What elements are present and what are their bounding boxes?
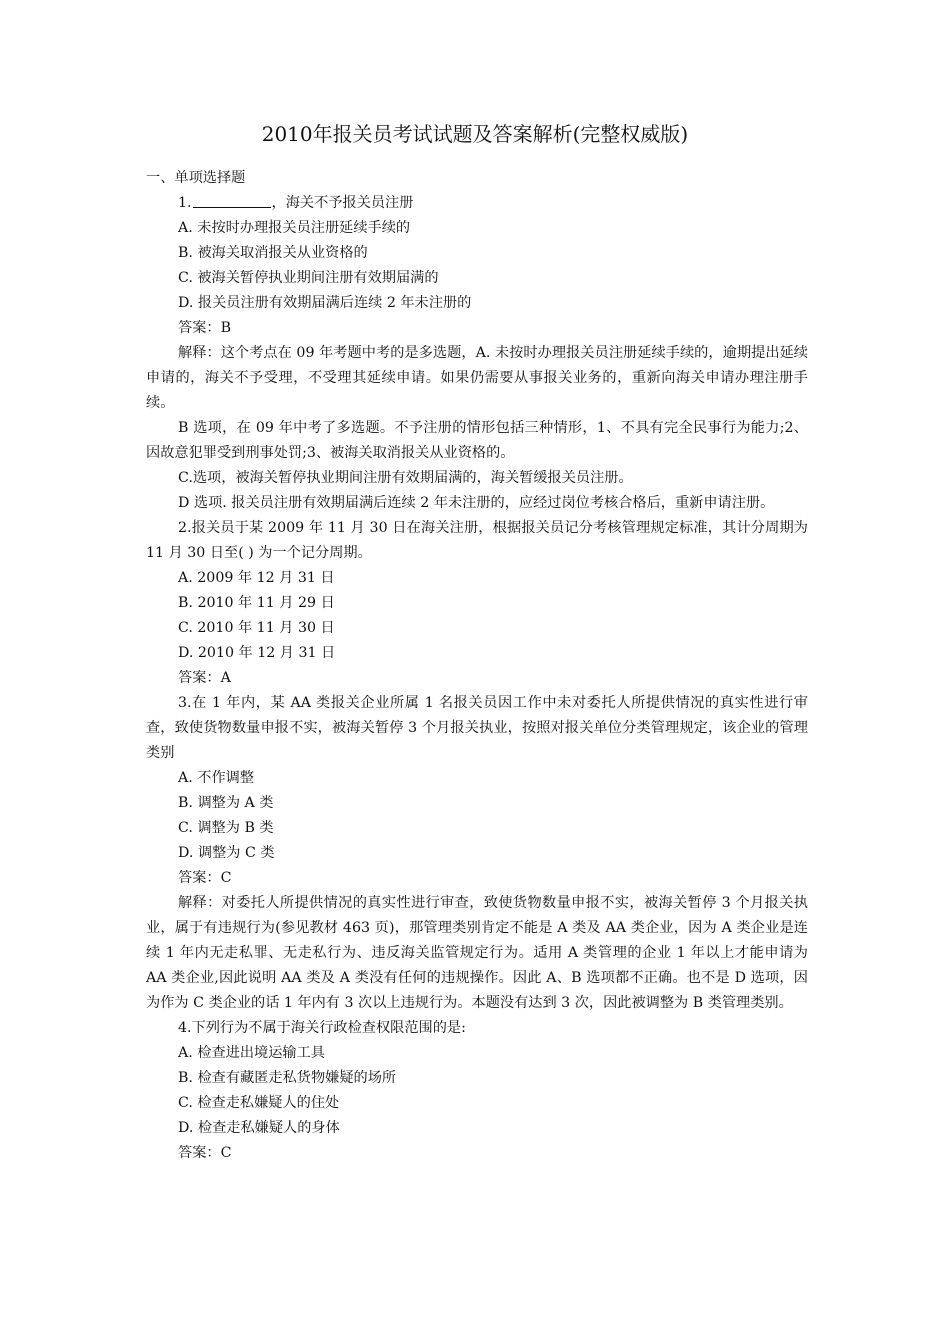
section-heading: 一、单项选择题 [146, 170, 246, 186]
question-1-option-c: C. 被海关暂停执业期间注册有效期届满的 [178, 270, 439, 286]
question-1-stem [146, 191, 808, 216]
question-3-option-b: B. 调整为 A 类 [178, 795, 274, 811]
question-1-text: ，海关不予报关员注册 [271, 195, 414, 211]
question-1-answer: 答案：B [178, 320, 231, 336]
question-4-option-b: B. 检查有藏匿走私货物嫌疑的场所 [178, 1070, 397, 1086]
document-body [146, 166, 808, 1166]
question-3-stem: 3.在 1 年内，某 AA 类报关企业所属 1 名报关员因工作中未对委托人所提供情况的真实性进行审查，致使货物数量申报不实，被海关暂停 3 个月报关执业，按照对报关单位分类管理规定，该企业的管理类别 [146, 695, 808, 761]
question-3-option-c: C. 调整为 B 类 [178, 820, 274, 836]
question-2-option-c: C. 2010 年 11 月 30 日 [178, 620, 335, 636]
answer-blank [193, 192, 271, 208]
question-3-option-a: A. 不作调整 [178, 770, 255, 786]
question-2-option-d: D. 2010 年 12 月 31 日 [178, 645, 336, 661]
question-2-stem: 2.报关员于某 2009 年 11 月 30 日在海关注册，根据报关员记分考核管理规定标准，其计分周期为 11 月 30 日至( ) 为一个记分周期。 [146, 520, 808, 561]
document-title: 2010年报关员考试试题及答案解析(完整权威版) [261, 122, 689, 146]
question-1-option-b: B. 被海关取消报关从业资格的 [178, 245, 368, 261]
question-4-stem: 4.下列行为不属于海关行政检查权限范围的是: [178, 1020, 466, 1036]
question-1-number: 1. [178, 195, 192, 211]
question-3-explanation: 解释：对委托人所提供情况的真实性进行审查，致使货物数量申报不实，被海关暂停 3 个月报关执业，属于有违规行为(参见教材 463 页)，那管理类别肯定不能是 A 类及 AA 类企业，因为 A 类企业是连续 1 年内无走私罪、无走私行为、违反海关监管规定行为。适用 A 类管理的企业 1 年以上才能申请为 AA 类企业,因此说明 AA 类及 A 类没有任何的违规操作。因此 A、B 选项都不正确。也不是 D 选项，因为作为 C 类企业的话 1 年内有 3 次以上违规行为。本题没有达到 3 次，因此被调整为 B 类管理类别。 [146, 895, 808, 1011]
question-1-explanation-2: B 选项，在 09 年中考了多选题。不予注册的情形包括三种情形，1、不具有完全民事行为能力;2、因故意犯罪受到刑事处罚;3、被海关取消报关从业资格的。 [146, 420, 808, 461]
question-4-option-c: C. 检查走私嫌疑人的住处 [178, 1095, 340, 1111]
question-4-option-a: A. 检查进出境运输工具 [178, 1045, 325, 1061]
question-4-option-d: D. 检查走私嫌疑人的身体 [178, 1120, 340, 1136]
question-3-answer: 答案：C [178, 870, 232, 886]
question-2-answer: 答案：A [178, 670, 231, 686]
question-4-answer: 答案：C [178, 1145, 232, 1161]
question-1-explanation-4: D 选项. 报关员注册有效期届满后连续 2 年未注册的，应经过岗位考核合格后，重新申请注册。 [178, 495, 775, 511]
question-1-explanation-1: 解释：这个考点在 09 年考题中考的是多选题，A. 未按时办理报关员注册延续手续的，逾期提出延续申请的，海关不予受理，不受理其延续申请。如果仍需要从事报关业务的，重新向海关申请办理注册手续。 [146, 345, 808, 411]
question-1-option-a: A. 未按时办理报关员注册延续手续的 [178, 220, 411, 236]
question-3-option-d: D. 调整为 C 类 [178, 845, 275, 861]
question-2-option-a: A. 2009 年 12 月 31 日 [178, 570, 335, 586]
question-1-explanation-3: C.选项，被海关暂停执业期间注册有效期届满的，海关暂缓报关员注册。 [178, 470, 633, 486]
question-2-option-b: B. 2010 年 11 月 29 日 [178, 595, 335, 611]
question-1-option-d: D. 报关员注册有效期届满后连续 2 年未注册的 [178, 295, 472, 311]
